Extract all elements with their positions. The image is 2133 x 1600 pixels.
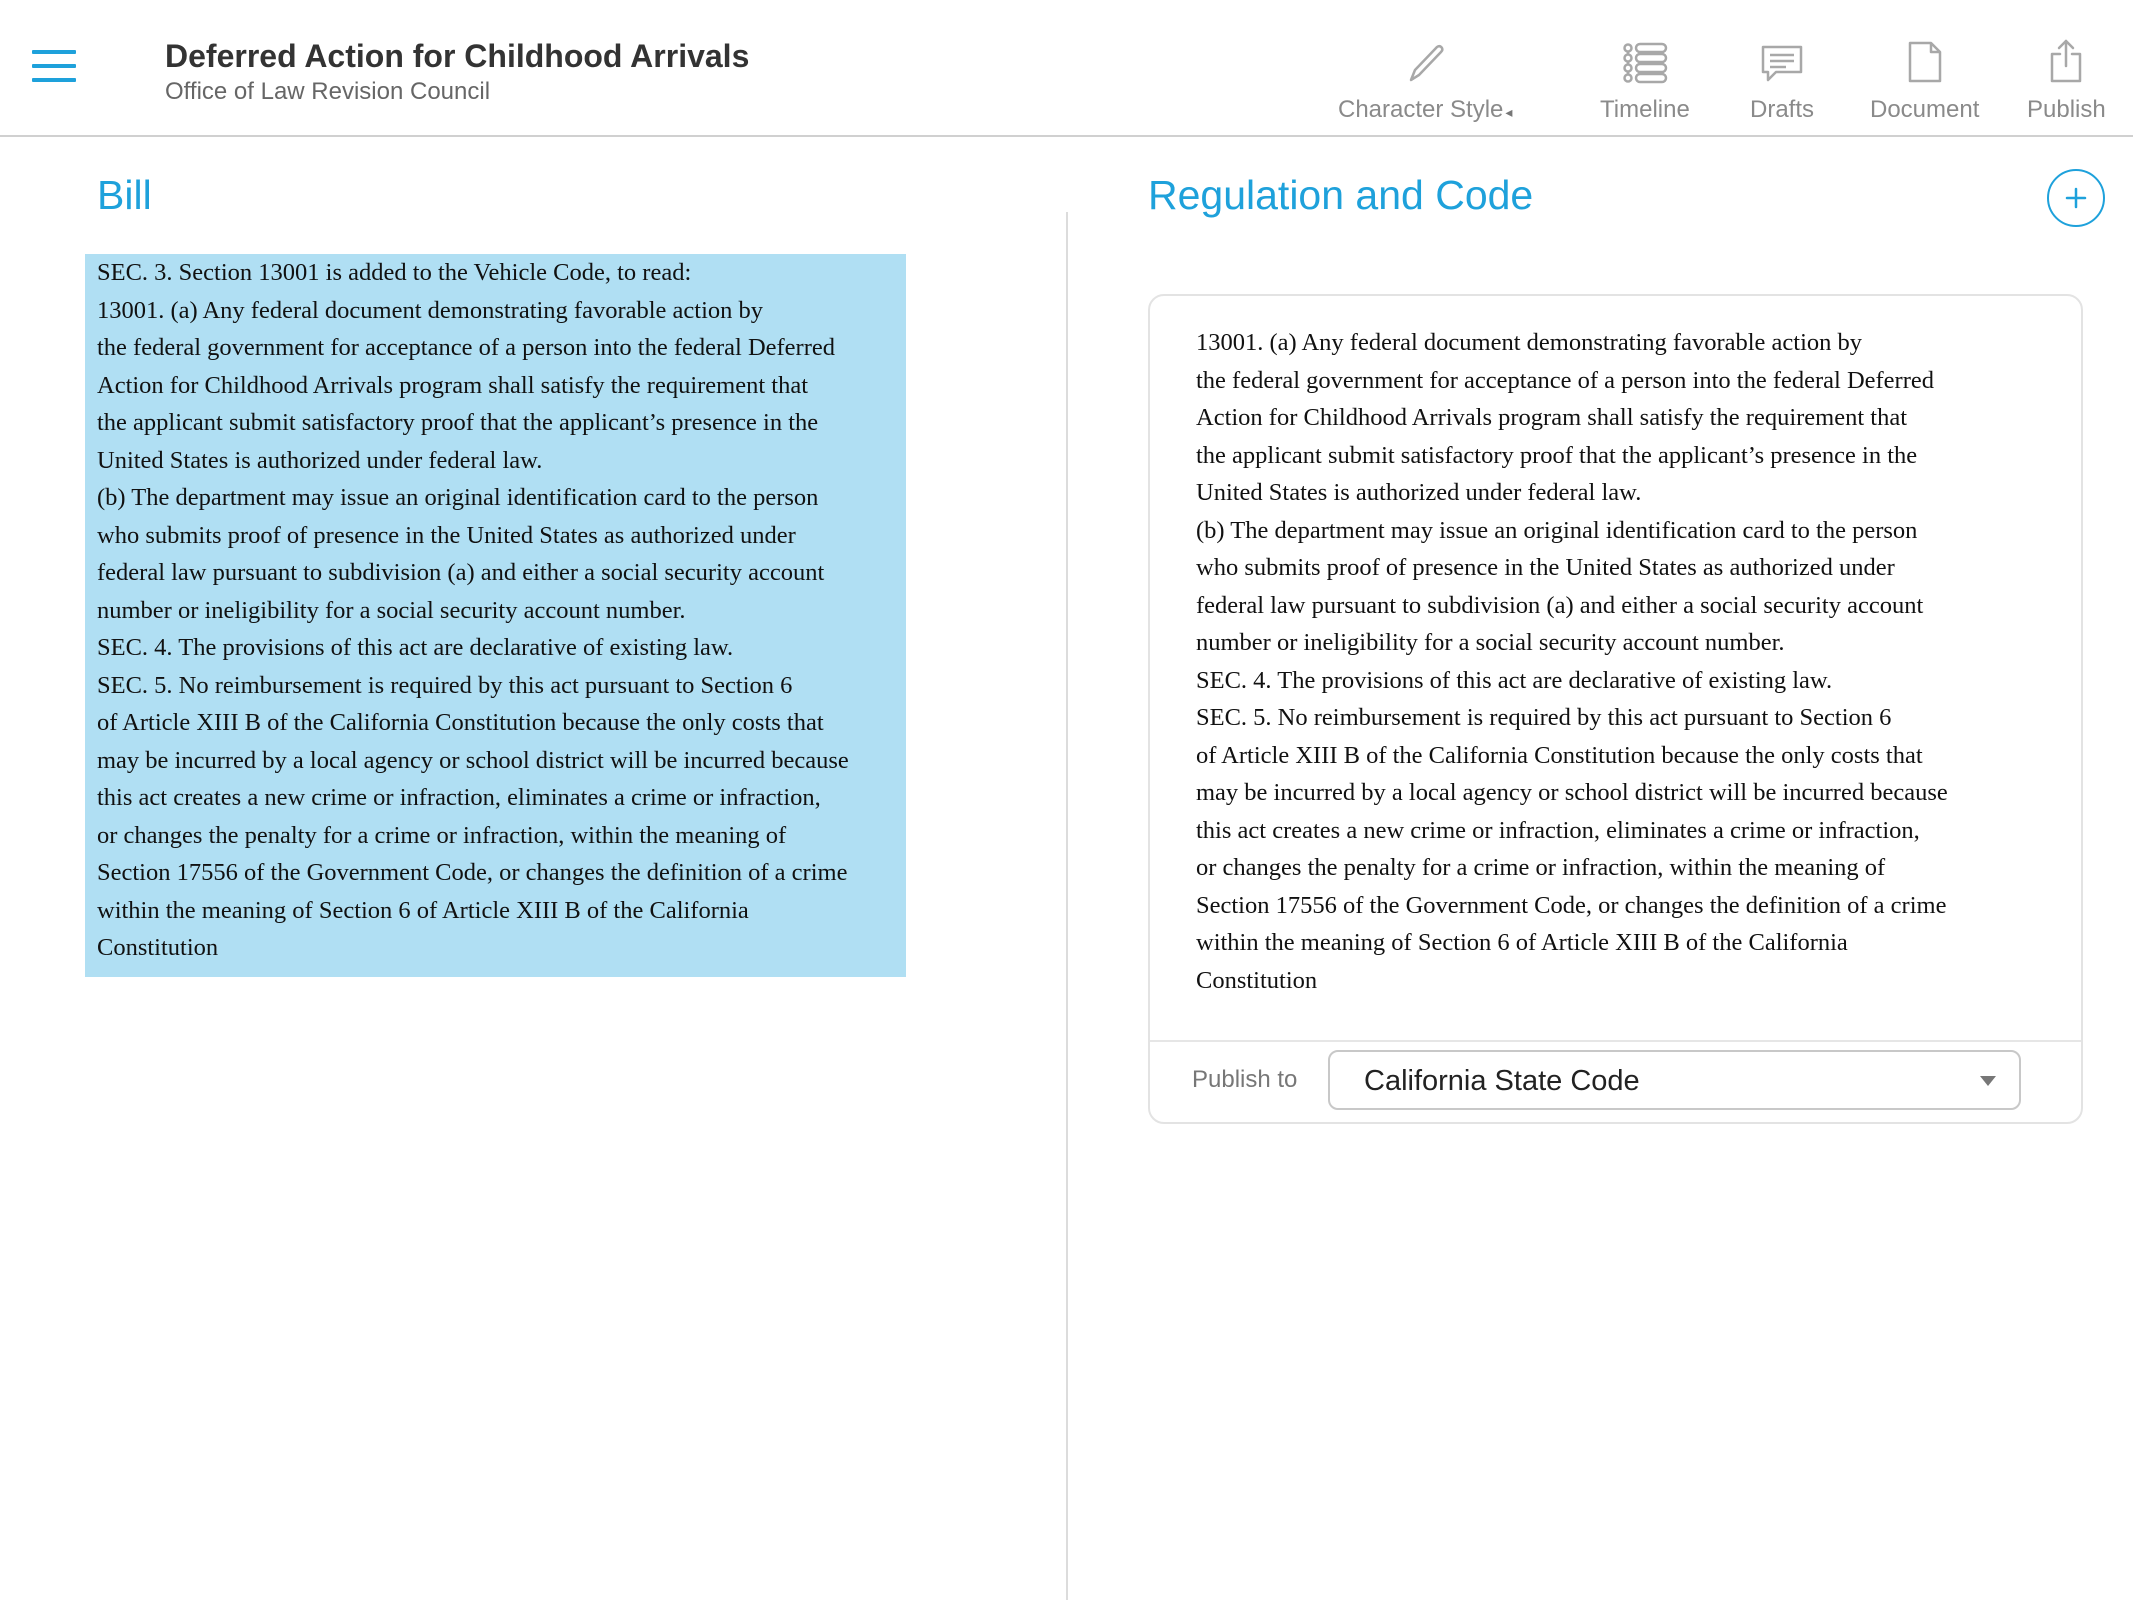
code-line: the applicant submit satisfactory proof that the applicant’s presence in the <box>1196 441 1918 469</box>
code-line: may be incurred by a local agency or school district will be incurred because <box>1196 779 1948 806</box>
code-line: of Article XIII B of the California Constitution because the only costs that <box>1196 741 1923 769</box>
publish-button[interactable] <box>2027 34 2106 124</box>
document-title: Deferred Action for Childhood Arrivals <box>165 38 750 74</box>
regulation-code-heading: Regulation and Code <box>1148 172 1534 218</box>
timeline-button[interactable] <box>1600 34 1690 124</box>
chevron-down-icon <box>1979 1075 1997 1087</box>
bill-line: Constitution <box>97 934 219 961</box>
publish-target-select[interactable] <box>1328 1050 2021 1110</box>
app-header <box>0 0 2133 137</box>
card-divider <box>1150 1040 2081 1042</box>
code-line: number or ineligibility for a social security account number. <box>1196 629 1785 656</box>
code-line: Action for Childhood Arrivals program shall satisfy the requirement that <box>1196 404 1908 431</box>
plus-icon <box>2063 185 2089 211</box>
code-line: SEC. 5. No reimbursement is required by this act pursuant to Section 6 <box>1196 704 1892 731</box>
code-line: who submits proof of presence in the United States as authorized under <box>1196 554 1895 581</box>
code-line: federal law pursuant to subdivision (a) and either a social security account <box>1196 591 1924 619</box>
publish-target-value: California State Code <box>1364 1065 1640 1097</box>
caret-left-icon: ◂ <box>1505 104 1513 120</box>
bill-line: may be incurred by a local agency or school district will be incurred because <box>97 746 849 774</box>
character-style-label: Character Style <box>1338 96 1504 123</box>
publish-to-label: Publish to <box>1192 1066 1298 1093</box>
code-text[interactable] <box>1196 324 2056 999</box>
bill-text-selection[interactable] <box>85 254 906 977</box>
bill-line: or changes the penalty for a crime or infraction, within the meaning of <box>97 821 787 849</box>
bill-line: SEC. 5. No reimbursement is required by this act pursuant to Section 6 <box>97 671 793 699</box>
bill-line: the federal government for acceptance of a person into the federal Deferred <box>97 334 836 361</box>
bill-line: the applicant submit satisfactory proof that the applicant’s presence in the <box>97 409 819 436</box>
document-button[interactable] <box>1870 34 1979 124</box>
character-style-button[interactable] <box>1338 34 1512 124</box>
code-card <box>1148 294 2083 1124</box>
timeline-label: Timeline <box>1600 96 1690 123</box>
publish-label: Publish <box>2027 96 2106 123</box>
pane-divider <box>1066 212 1068 1600</box>
bill-line: 13001. (a) Any federal document demonstrating favorable action by <box>97 296 764 324</box>
document-icon <box>1870 34 1979 84</box>
bill-line: of Article XIII B of the California Constitution because the only costs that <box>97 709 824 736</box>
menu-icon[interactable] <box>32 50 76 84</box>
code-line: Constitution <box>1196 966 1318 994</box>
code-line: SEC. 4. The provisions of this act are declarative of existing law. <box>1196 666 1833 694</box>
bill-line: (b) The department may issue an original identification card to the person <box>97 484 819 511</box>
code-line: within the meaning of Section 6 of Article XIII B of the California <box>1196 929 1848 956</box>
pencil-icon <box>1338 34 1512 84</box>
code-line: United States is authorized under federal law. <box>1196 479 1642 506</box>
drafts-icon <box>1750 34 1814 84</box>
bill-line: within the meaning of Section 6 of Article XIII B of the California <box>97 896 749 924</box>
bill-heading: Bill <box>97 172 152 218</box>
bill-line: Action for Childhood Arrivals program shall satisfy the requirement that <box>97 371 809 399</box>
add-button[interactable] <box>2047 169 2105 227</box>
bill-line: SEC. 4. The provisions of this act are declarative of existing law. <box>97 634 734 661</box>
code-line: the federal government for acceptance of a person into the federal Deferred <box>1196 366 1935 394</box>
document-subtitle: Office of Law Revision Council <box>165 78 491 105</box>
bill-line: United States is authorized under federal law. <box>97 446 543 474</box>
bill-line: this act creates a new crime or infraction, eliminates a crime or infraction, <box>97 784 821 811</box>
drafts-label: Drafts <box>1750 96 1815 123</box>
code-line: Section 17556 of the Government Code, or changes the definition of a crime <box>1196 891 1947 919</box>
code-line: this act creates a new crime or infraction, eliminates a crime or infraction, <box>1196 816 1920 844</box>
code-line: or changes the penalty for a crime or infraction, within the meaning of <box>1196 854 1886 881</box>
drafts-button[interactable] <box>1750 34 1814 124</box>
bill-line: number or ineligibility for a social security account number. <box>97 596 686 624</box>
share-icon <box>2027 34 2106 84</box>
bill-line: who submits proof of presence in the United States as authorized under <box>97 521 796 549</box>
code-line: 13001. (a) Any federal document demonstrating favorable action by <box>1196 329 1863 356</box>
code-line: (b) The department may issue an original identification card to the person <box>1196 516 1918 544</box>
bill-line: Section 17556 of the Government Code, or changes the definition of a crime <box>97 859 848 886</box>
bill-line: SEC. 3. Section 13001 is added to the Vehicle Code, to read: <box>97 259 692 286</box>
document-label: Document <box>1870 96 1980 123</box>
bill-line: federal law pursuant to subdivision (a) and either a social security account <box>97 559 825 586</box>
timeline-icon <box>1600 34 1690 84</box>
